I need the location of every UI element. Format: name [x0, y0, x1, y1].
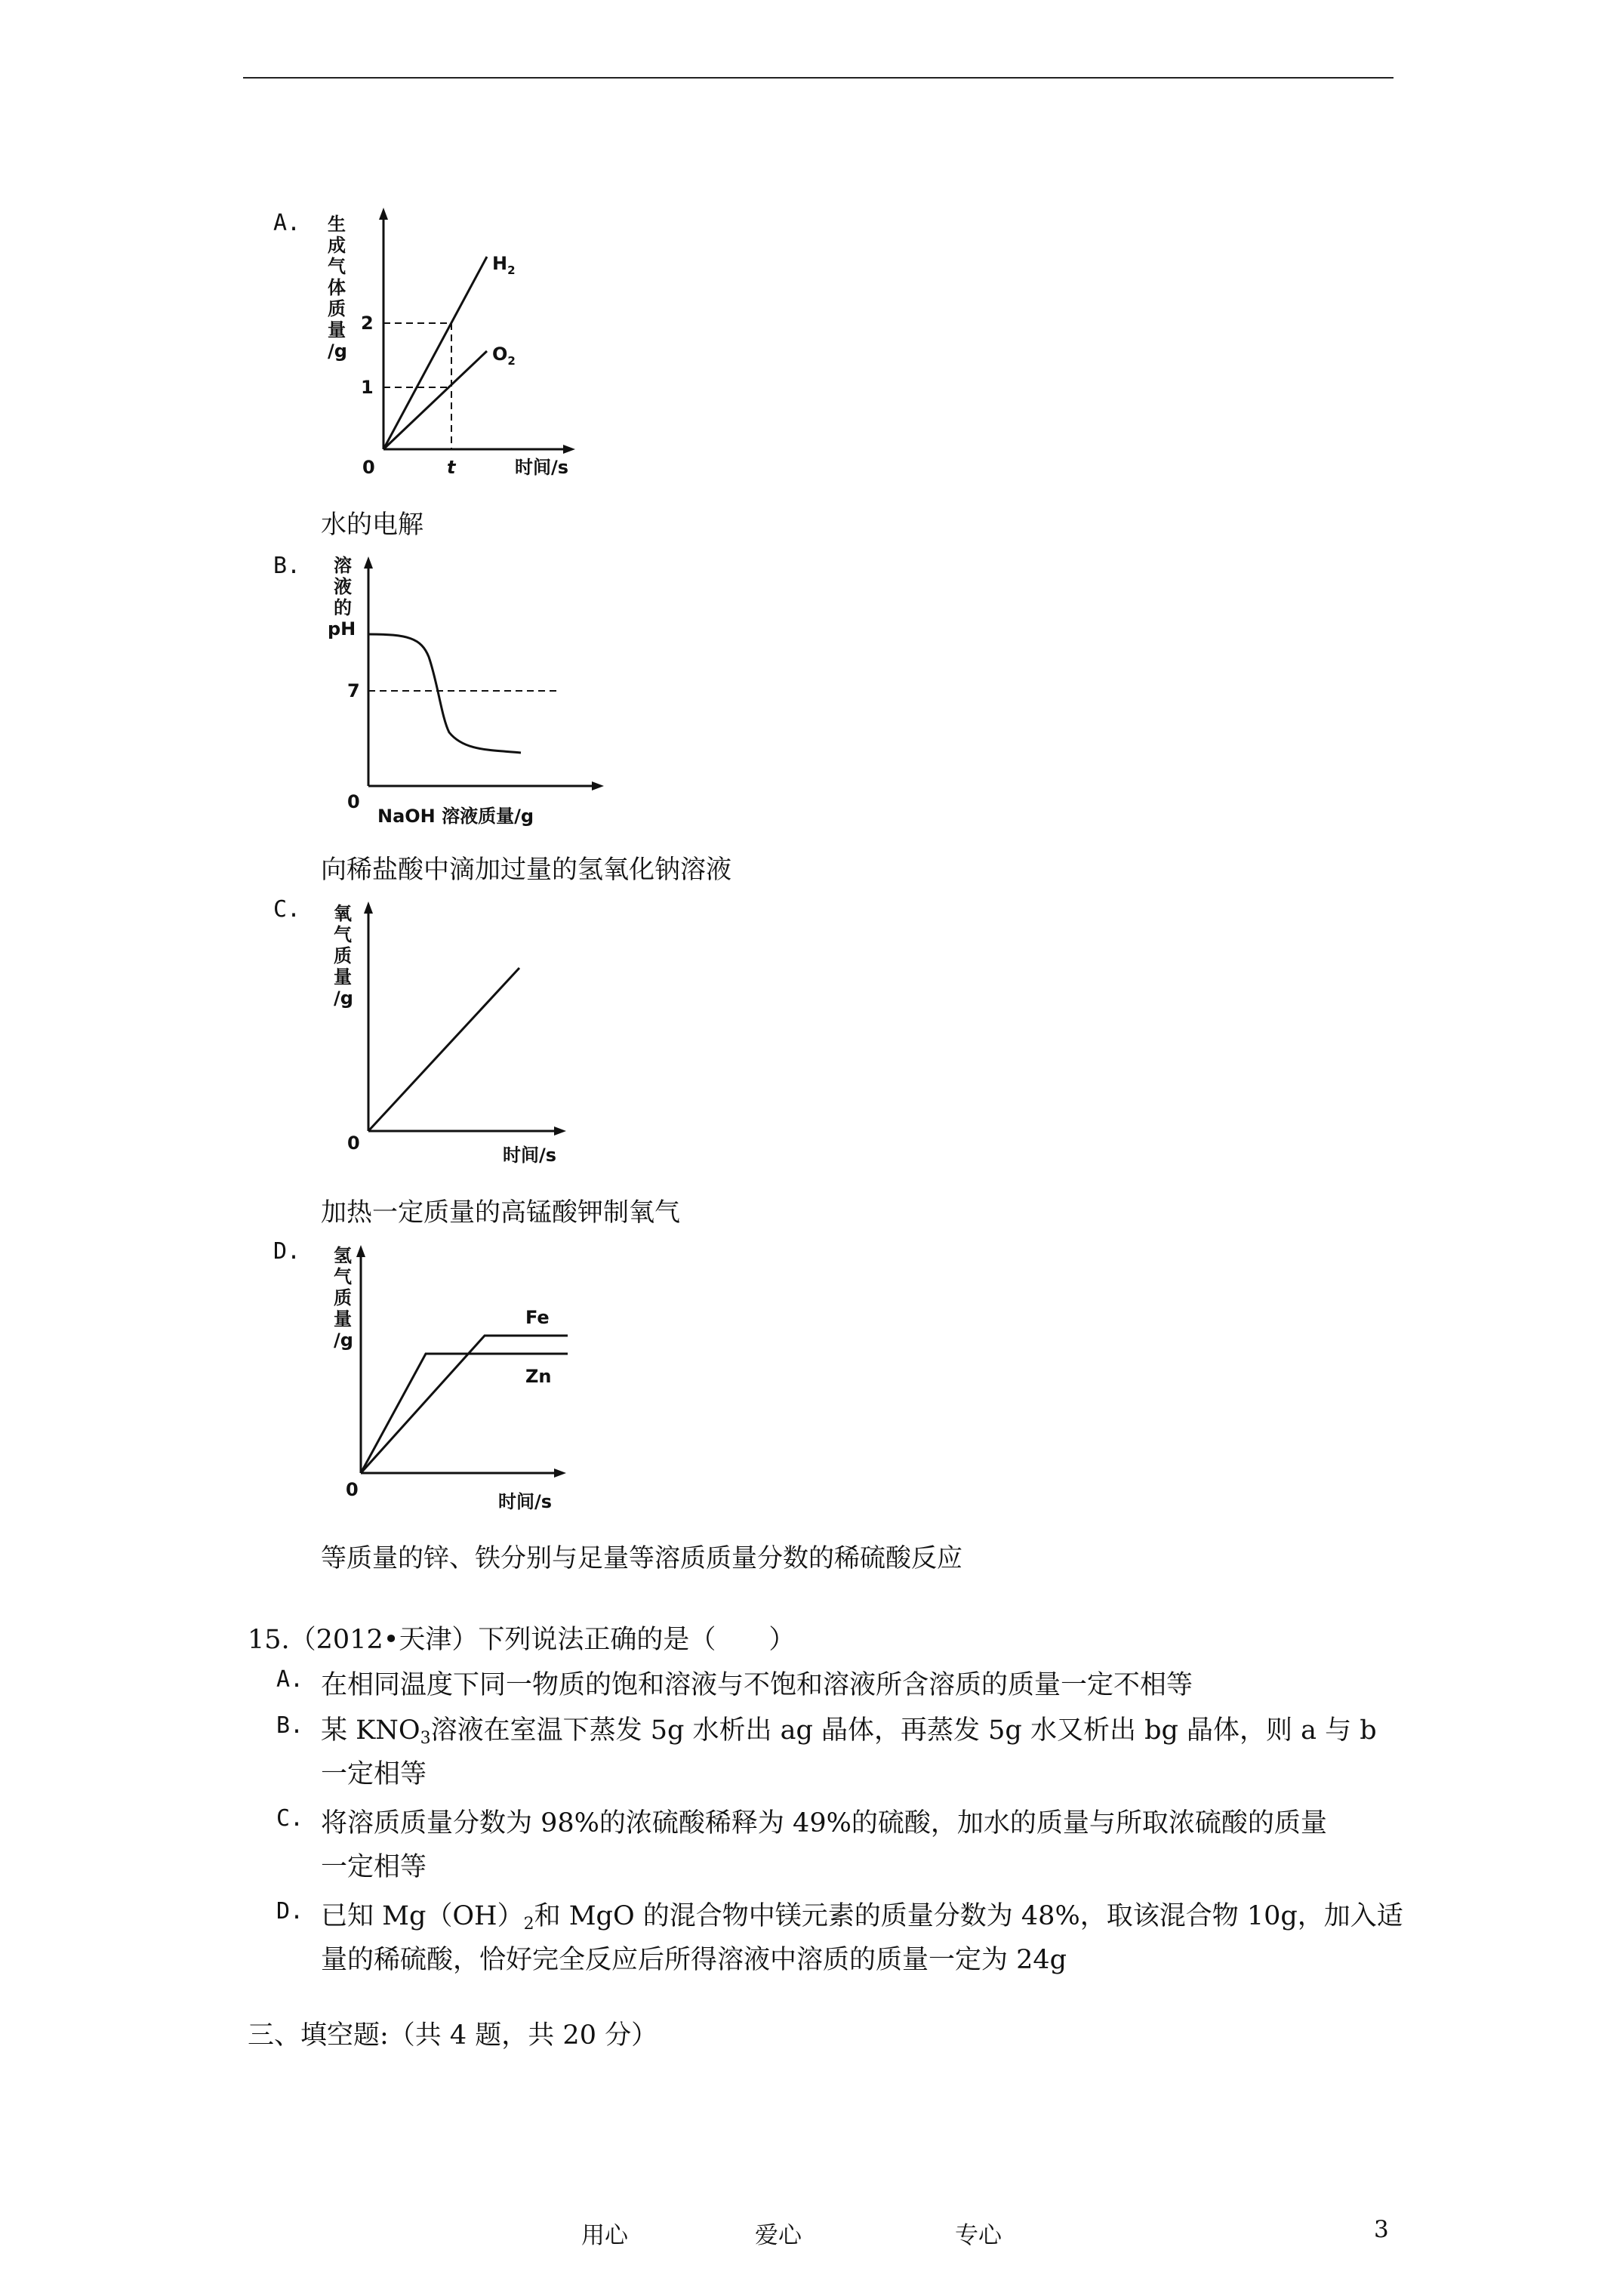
- option-b-caption: 向稀盐酸中滴加过量的氢氧化钠溶液: [321, 855, 731, 885]
- option-a-caption: 水的电解: [321, 510, 423, 540]
- b-ylabel-2: 的: [334, 597, 352, 618]
- q15-a-text: 在相同温度下同一物质的饱和溶液与不饱和溶液所含溶质的质量一定不相等: [321, 1670, 1193, 1700]
- a-o2-line: [383, 351, 487, 449]
- q15-stem: 15.（2012•天津）下列说法正确的是（ ）: [248, 1625, 796, 1655]
- a-ylabel-3: 体: [328, 277, 346, 298]
- option-c-letter: C.: [273, 896, 301, 923]
- a-xlabel: 时间/s: [515, 457, 569, 478]
- a-h2-line: [383, 257, 487, 449]
- a-tick-1: 1: [361, 377, 374, 398]
- header-rule: [243, 77, 1394, 79]
- a-ylabel-1: 成: [328, 235, 346, 256]
- a-t-label: t: [447, 457, 456, 478]
- c-origin: 0: [347, 1133, 360, 1154]
- c-ylabel-3: 量: [334, 966, 352, 988]
- d-origin: 0: [346, 1479, 359, 1500]
- a-ylabel-5: 量: [328, 319, 346, 341]
- a-ylabel-4: 质: [328, 298, 346, 319]
- option-b-letter: B.: [273, 553, 301, 579]
- page-number: 3: [1374, 2216, 1389, 2243]
- a-o2-label: $O_2$: [492, 344, 516, 368]
- option-d-graph: [317, 1234, 619, 1521]
- a-tick-2: 2: [361, 313, 374, 334]
- b-ylabel-1: 液: [334, 576, 352, 597]
- option-b-graph: [317, 547, 619, 842]
- c-ylabel-1: 气: [334, 924, 352, 945]
- q15-d-letter: D.: [276, 1898, 304, 1925]
- c-xlabel: 时间/s: [503, 1145, 557, 1166]
- b-ph-curve: [368, 634, 521, 753]
- section-3-heading: 三、填空题:（共 4 题，共 20 分）: [248, 2020, 658, 2051]
- footer-right: 专心: [955, 2222, 1002, 2249]
- d-fe-label: Fe: [525, 1307, 550, 1328]
- q15-d-line1: 已知 $Mg(OH)_2$和 MgO 的混合物中镁元素的质量分数为 48%，取该混合物 10g，加入适: [321, 1901, 1403, 1934]
- b-tick-7: 7: [347, 680, 360, 701]
- option-c-caption: 加热一定质量的高锰酸钾制氧气: [321, 1197, 680, 1228]
- d-xlabel: 时间/s: [498, 1491, 553, 1512]
- d-ylabel-4: /g: [334, 1330, 353, 1351]
- q15-b-line2: 一定相等: [321, 1759, 427, 1789]
- d-ylabel-1: 气: [334, 1266, 352, 1287]
- q15-c-line2: 一定相等: [321, 1852, 427, 1882]
- d-zn-label: Zn: [525, 1366, 552, 1387]
- q15-c-letter: C.: [276, 1805, 304, 1832]
- option-a-graph: [317, 200, 619, 502]
- a-ylabel-2: 气: [328, 256, 346, 277]
- option-d-letter: D.: [273, 1238, 301, 1265]
- b-ylabel-0: 溶: [334, 555, 352, 576]
- d-fe-line: [361, 1336, 568, 1473]
- d-ylabel-3: 量: [334, 1308, 352, 1330]
- d-ylabel-0: 氢: [334, 1245, 352, 1266]
- option-d-caption: 等质量的锌、铁分别与足量等溶质质量分数的稀硫酸反应: [321, 1543, 962, 1573]
- a-origin: 0: [362, 457, 375, 478]
- c-ylabel-2: 质: [334, 945, 352, 966]
- q15-c-line1: 将溶质质量分数为 98%的浓硫酸稀释为 49%的硫酸，加水的质量与所取浓硫酸的质量: [321, 1808, 1327, 1838]
- footer-left: 用心: [581, 2222, 628, 2249]
- b-xlabel: NaOH 溶液质量/g: [377, 806, 534, 827]
- a-ylabel-6: /g: [328, 341, 347, 362]
- option-c-graph: [317, 891, 619, 1178]
- a-h2-label: $H_2$: [492, 253, 516, 277]
- c-o2-line: [368, 968, 519, 1131]
- option-a-letter: A.: [273, 210, 301, 236]
- d-ylabel-2: 质: [334, 1287, 352, 1308]
- footer-middle: 爱心: [755, 2222, 802, 2249]
- q15-b-letter: B.: [276, 1712, 304, 1739]
- q15-d-line2: 量的稀硫酸，恰好完全反应后所得溶液中溶质的质量一定为 24g: [321, 1945, 1067, 1975]
- a-ylabel-0: 生: [328, 214, 346, 235]
- b-ylabel-3: pH: [328, 618, 356, 639]
- c-ylabel-4: /g: [334, 988, 353, 1009]
- q15-a-letter: A.: [276, 1666, 304, 1693]
- c-ylabel-0: 氧: [334, 903, 352, 924]
- b-origin: 0: [347, 791, 360, 812]
- q15-b-line1: 某 $KNO_3$溶液在室温下蒸发 5g 水析出 ag 晶体，再蒸发 5g 水又析出 bg 晶体，则 a 与 b: [321, 1715, 1377, 1748]
